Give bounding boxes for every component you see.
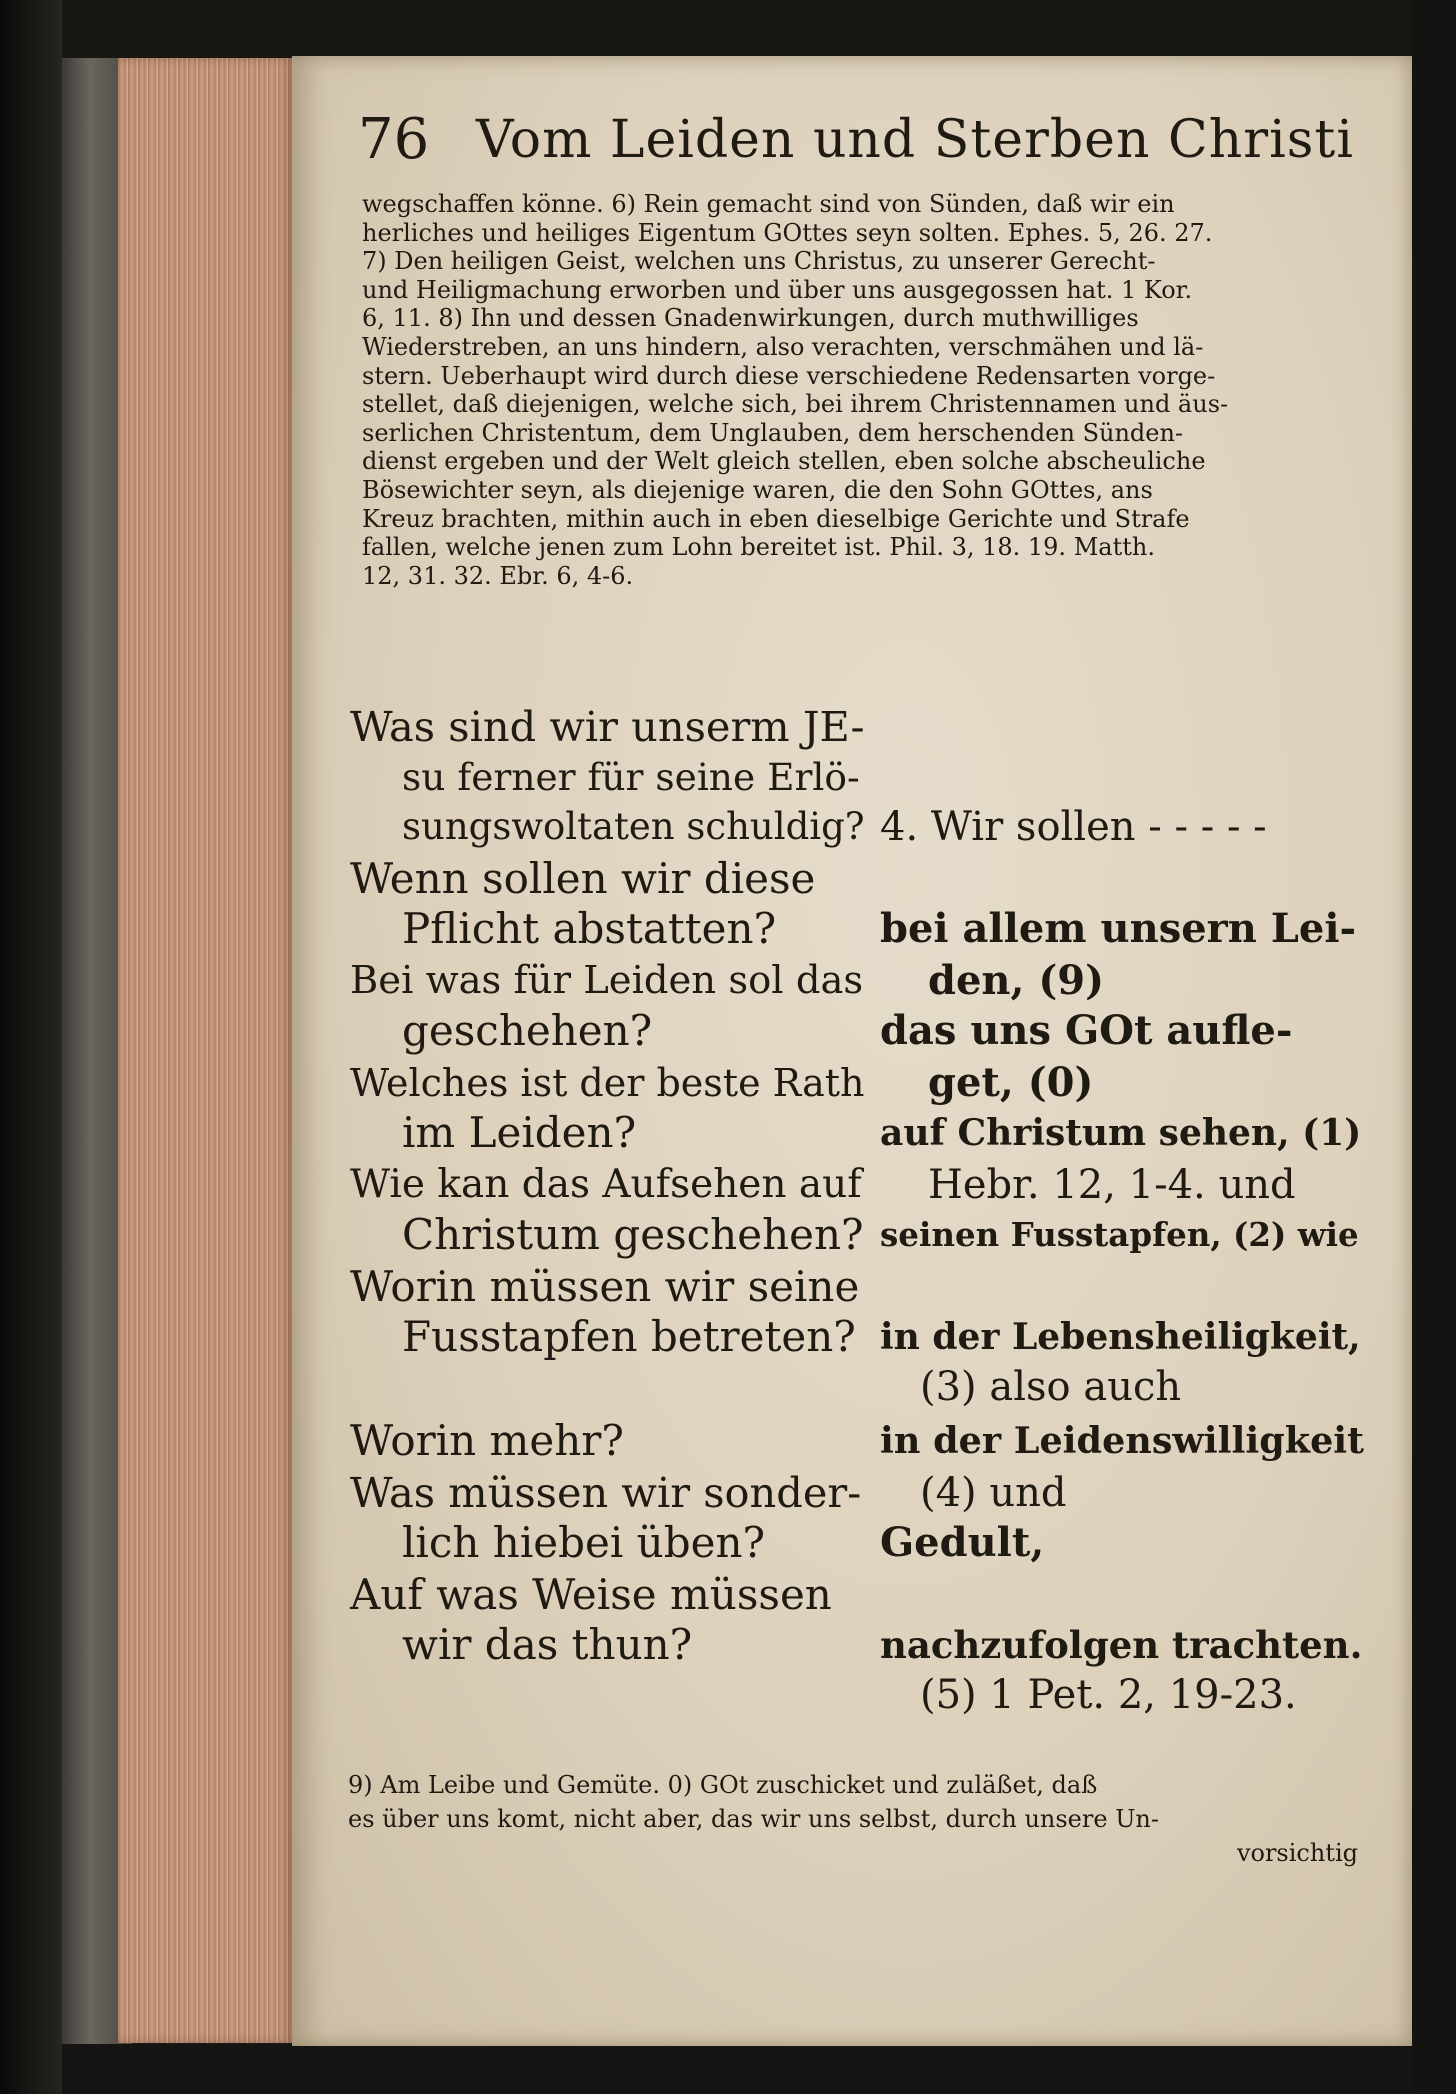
note-line: Bösewichter seyn, als diejenige waren, die den Sohn GOttes, ans: [362, 475, 1153, 504]
question-line: geschehen?: [402, 1006, 653, 1055]
question-line: lich hiebei üben?: [402, 1518, 766, 1567]
question-line: Auf was Weise müssen: [350, 1570, 832, 1619]
question-line: Worin mehr?: [350, 1416, 624, 1465]
question-line: Wenn sollen wir diese: [350, 854, 816, 903]
question-line: Wie kan das Aufsehen auf: [350, 1162, 862, 1207]
question-line: sungswoltaten schuldig?: [402, 805, 865, 848]
background-bottom: [62, 2044, 1456, 2094]
answer-line: get, (0): [928, 1059, 1094, 1106]
page-number: 76: [358, 107, 430, 172]
answer-line: in der Lebensheiligkeit,: [880, 1316, 1361, 1358]
note-line: 6, 11. 8) Ihn und dessen Gnadenwirkungen, durch muthwilliges: [362, 304, 1139, 333]
footnote-line: 9) Am Leibe und Gemüte. 0) GOt zuschicket und zuläßet, daß: [348, 1771, 1098, 1799]
note-line: stellet, daß diejenigen, welche sich, bei ihrem Christennamen und äus-: [362, 390, 1229, 419]
answer-line: Hebr. 12, 1-4. und: [928, 1162, 1296, 1208]
note-line: 7) Den heiligen Geist, welchen uns Christus, zu unserer Gerecht-: [362, 247, 1156, 276]
question-line: Welches ist der beste Rath: [350, 1061, 865, 1105]
answer-line: Gedult,: [880, 1519, 1045, 1566]
page-title: Vom Leiden und Sterben Christi: [476, 110, 1354, 170]
question-line: Was sind wir unserm JE-: [350, 702, 865, 751]
question-line: Christum geschehen?: [402, 1210, 864, 1259]
answer-line: bei allem unsern Lei-: [880, 905, 1357, 952]
question-line: Bei was für Leiden sol das: [350, 958, 864, 1003]
question-line: wir das thun?: [402, 1620, 693, 1669]
footnote-continuation: [362, 190, 1362, 590]
note-line: fallen, welche jenen zum Lohn bereitet ist. Phil. 3, 18. 19. Matth.: [362, 533, 1155, 562]
answer-line: (5) 1 Pet. 2, 19-23.: [920, 1672, 1297, 1718]
footnote-line: es über uns komt, nicht aber, das wir uns selbst, durch unsere Un-: [348, 1805, 1159, 1833]
note-line: wegschaffen könne. 6) Rein gemacht sind von Sünden, daß wir ein: [362, 190, 1175, 218]
note-line: stern. Ueberhaupt wird durch diese verschiedene Redensarten vorge-: [362, 361, 1216, 390]
page-edges: [118, 58, 294, 2043]
question-line: Pflicht abstatten?: [402, 904, 777, 953]
footnotes: [348, 1768, 1358, 1870]
note-line: Kreuz brachten, mithin auch in eben dieselbige Gerichte und Strafe: [362, 504, 1190, 533]
question-line: Fusstapfen betreten?: [402, 1312, 856, 1361]
question-line: im Leiden?: [402, 1108, 637, 1157]
answer-line: auf Christum sehen, (1): [880, 1112, 1362, 1154]
question-line: Worin müssen wir seine: [350, 1262, 860, 1311]
running-header: [358, 100, 1368, 180]
answer-line: (3) also auch: [920, 1364, 1182, 1410]
note-line: und Heiligmachung erworben und über uns ausgegossen hat. 1 Kor.: [362, 275, 1193, 304]
answer-line: in der Leidenswilligkeit: [880, 1419, 1365, 1462]
answer-line: 4. Wir sollen - - - - -: [880, 804, 1267, 850]
note-line: 12, 31. 32. Ebr. 6, 4-6.: [362, 561, 634, 590]
answer-line: das uns GOt aufle-: [880, 1007, 1293, 1054]
catechism-section: [350, 702, 1370, 1742]
answer-line: (4) und: [920, 1470, 1067, 1516]
note-line: herliches und heiliges Eigentum GOttes seyn solten. Ephes. 5, 26. 27.: [362, 218, 1213, 247]
answer-line: seinen Fusstapfen, (2) wie: [880, 1215, 1359, 1254]
question-line: Was müssen wir sonder-: [350, 1468, 862, 1517]
note-line: dienst ergeben und der Welt gleich stellen, eben solche abscheuliche: [362, 447, 1206, 476]
background-right: [1412, 0, 1456, 2094]
catchword: vorsichtig: [1236, 1839, 1358, 1867]
answer-line: nachzufolgen trachten.: [880, 1623, 1363, 1667]
answer-line: den, (9): [928, 957, 1105, 1004]
background-top: [62, 0, 1456, 58]
note-line: Wiederstreben, an uns hindern, also verachten, verschmähen und lä-: [362, 332, 1204, 361]
question-line: su ferner für seine Erlö-: [402, 755, 860, 799]
note-line: serlichen Christentum, dem Unglauben, dem herschenden Sünden-: [362, 418, 1184, 447]
